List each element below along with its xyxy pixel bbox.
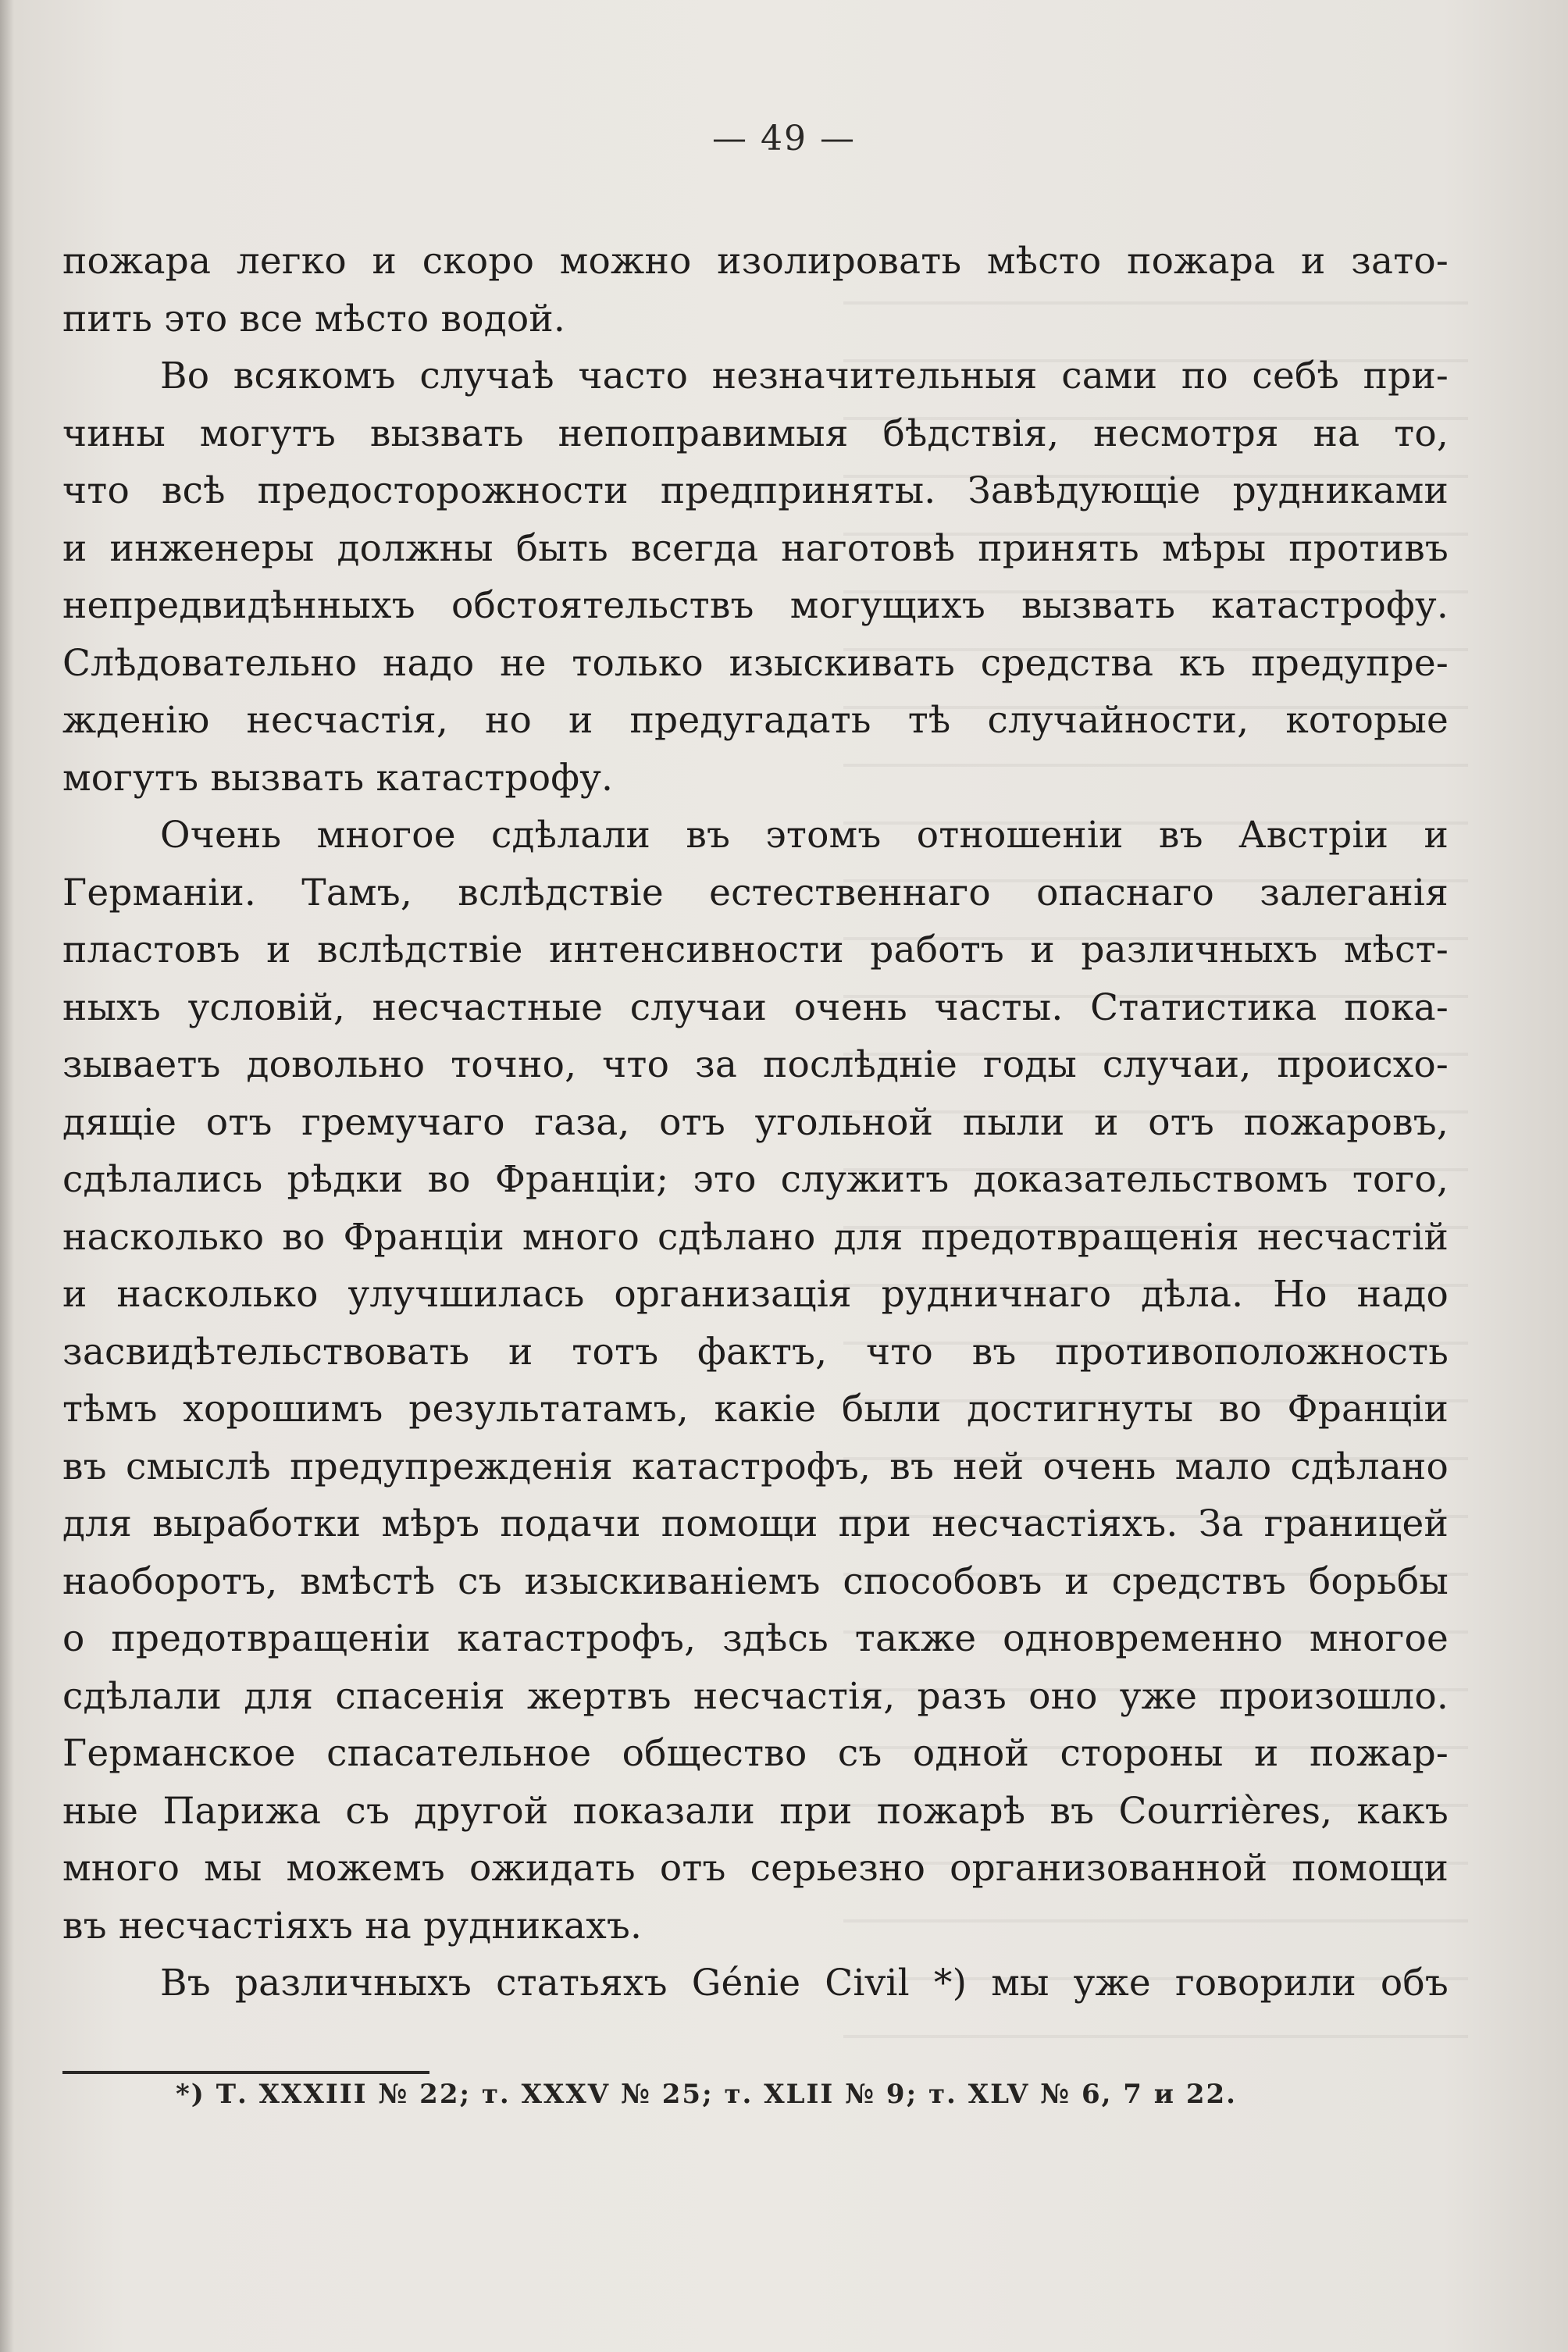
text-line: насколько во Франціи много сдѣлано для предотвращенія несчастій [62, 1215, 1449, 1259]
paragraph [62, 807, 1449, 1955]
text-line: ные Парижа съ другой показали при пожарѣ въ Courrières, какъ [62, 1789, 1449, 1833]
text-line: въ смыслѣ предупрежденія катастрофъ, въ ней очень мало сдѣлано [62, 1445, 1449, 1488]
text-line: жденію несчастія, но и предугадать тѣ случайности, которые [62, 699, 1449, 742]
text-line: наоборотъ, вмѣстѣ съ изыскиваніемъ способовъ и средствъ борьбы [62, 1559, 1449, 1603]
text-line: въ несчастіяхъ на рудникахъ. [62, 1904, 643, 1948]
text-line: и инженеры должны быть всегда наготовѣ принять мѣры противъ [62, 526, 1449, 570]
text-line: много мы можемъ ожидать отъ серьезно организованной помощи [62, 1847, 1449, 1890]
text-line: пластовъ и вслѣдствіе интенсивности работъ и различныхъ мѣст- [62, 928, 1449, 971]
text-line: пожара легко и скоро можно изолировать мѣсто пожара и зато- [62, 240, 1449, 283]
text-line: Германское спасательное общество съ одной стороны и пожар- [62, 1732, 1449, 1775]
text-line: о предотвращеніи катастрофъ, здѣсь также одновременно многое [62, 1617, 1449, 1660]
body-text [62, 233, 1449, 2012]
text-line: что всѣ предосторожности предприняты. Завѣдующіе рудниками [62, 469, 1449, 512]
text-line: пить это все мѣсто водой. [62, 297, 565, 340]
text-line: зываетъ довольно точно, что за послѣдніе годы случаи, происхо- [62, 1043, 1449, 1086]
text-line: Во всякомъ случаѣ часто незначительныя сами по себѣ при- [160, 355, 1449, 397]
text-line: сдѣлали для спасенія жертвъ несчастія, разъ оно уже произошло. [62, 1674, 1449, 1718]
text-line: сдѣлались рѣдки во Франціи; это служитъ доказательствомъ того, [62, 1158, 1449, 1201]
page-edge-shadow [0, 0, 14, 2352]
text-line: непредвидѣнныхъ обстоятельствъ могущихъ вызвать катастрофу. [62, 584, 1449, 627]
paragraph [62, 1955, 1449, 2012]
text-line: тѣмъ хорошимъ результатамъ, какіе были достигнуты во Франціи [62, 1388, 1449, 1431]
page-number: — 49 — [712, 119, 856, 159]
text-line: ныхъ условій, несчастные случаи очень часты. Статистика пока- [62, 985, 1449, 1029]
footnote-rule [62, 2071, 429, 2074]
footnote: *) Т. XXXIII № 22; т. XXXV № 25; т. XLII № 9; т. XLV № 6, 7 и 22. [176, 2079, 1237, 2110]
text-line: и насколько улучшилась организація рудничнаго дѣла. Но надо [62, 1273, 1449, 1316]
text-line: Очень многое сдѣлали въ этомъ отношеніи въ Австріи и [160, 814, 1449, 857]
text-line: чины могутъ вызвать непоправимыя бѣдствія, несмотря на то, [62, 412, 1449, 455]
text-line: засвидѣтельствовать и тотъ фактъ, что въ противоположность [62, 1330, 1449, 1374]
text-line: Германіи. Тамъ, вслѣдствіе естественнаго опаснаго залеганія [62, 871, 1449, 914]
text-line: дящіе отъ гремучаго газа, отъ угольной пыли и отъ пожаровъ, [62, 1100, 1449, 1144]
paragraph [62, 347, 1449, 807]
text-line: Слѣдовательно надо не только изыскивать средства къ предупре- [62, 641, 1449, 685]
paragraph [62, 233, 1449, 347]
text-line: могутъ вызвать катастрофу. [62, 756, 614, 800]
text-line: для выработки мѣръ подачи помощи при несчастіяхъ. За границей [62, 1502, 1449, 1545]
text-line: Въ различныхъ статьяхъ Génie Civil *) мы уже говорили объ [160, 1962, 1449, 2005]
